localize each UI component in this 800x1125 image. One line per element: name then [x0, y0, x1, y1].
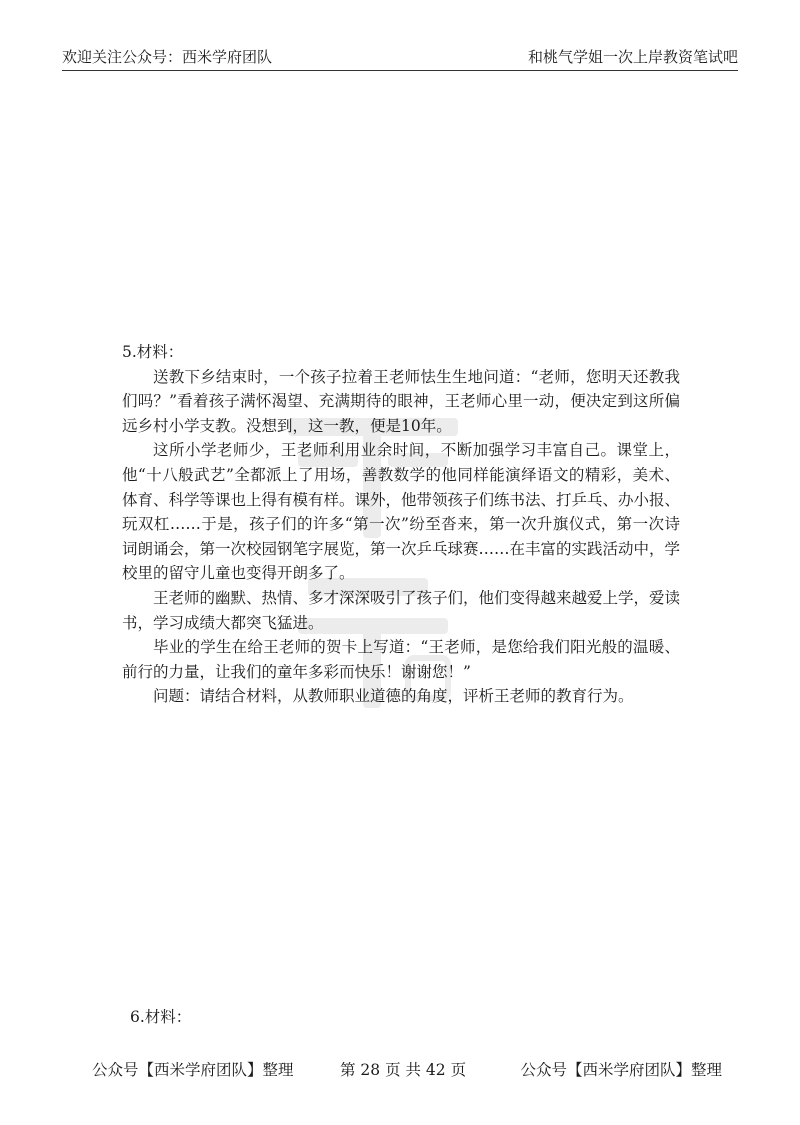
paragraph: 毕业的学生在给王老师的贺卡上写道：“王老师，是您给我们阳光般的温暖、前行的力量，让我们的童年多彩而快乐！谢谢您！” [122, 638, 680, 681]
header-right-text: 和桃气学姐一次上岸教资笔试吧 [527, 48, 738, 66]
material-5-section [122, 340, 680, 709]
paragraph: 送教下乡结束时，一个孩子拉着王老师怯生生地问道：“老师，您明天还教我们吗？”看着孩子满怀渴望、充满期待的眼神，王老师心里一动，便决定到这所偏远乡村小学支教。没想到，这一教，便是10年。 [122, 367, 680, 435]
paragraph: 王老师的幽默、热情、多才深深吸引了孩子们，他们变得越来越爱上学，爱读书，学习成绩大都突飞猛进。 [122, 588, 681, 632]
page-number: 第 28 页 共 42 页 [340, 1061, 467, 1079]
question-paragraph: 问题：请结合材料，从教师职业道德的角度，评析王老师的教育行为。 [153, 687, 634, 706]
footer-left-text: 公众号【西米学府团队】整理 [92, 1061, 294, 1079]
paragraph: 这所小学老师少，王老师利用业余时间，不断加强学习丰富自己。课堂上，他“十八般武艺”全都派上了用场，善教数学的他同样能演绎语文的精彩，美术、体育、科学等课也上得有模有样。课外，他带领孩子们练书法、打乒乓、办小报、玩双杠……于是，孩子们的许多“第一次”纷至沓来，第一次升旗仪式，第一次诗词朗诵会，第一次校园钢笔字展览，第一次乒乓球赛……在丰富的实践活动中，学校里的留守儿童也变得开朗多了。 [122, 441, 681, 583]
footer-right-text: 公众号【西米学府团队】整理 [520, 1061, 722, 1079]
header-left-text: 欢迎关注公众号：西米学府团队 [62, 48, 273, 66]
material-6-heading: 6.材料： [130, 1008, 192, 1026]
page-header [62, 42, 738, 71]
page-footer [92, 1058, 722, 1080]
material-5-heading: 5.材料： [122, 343, 184, 361]
